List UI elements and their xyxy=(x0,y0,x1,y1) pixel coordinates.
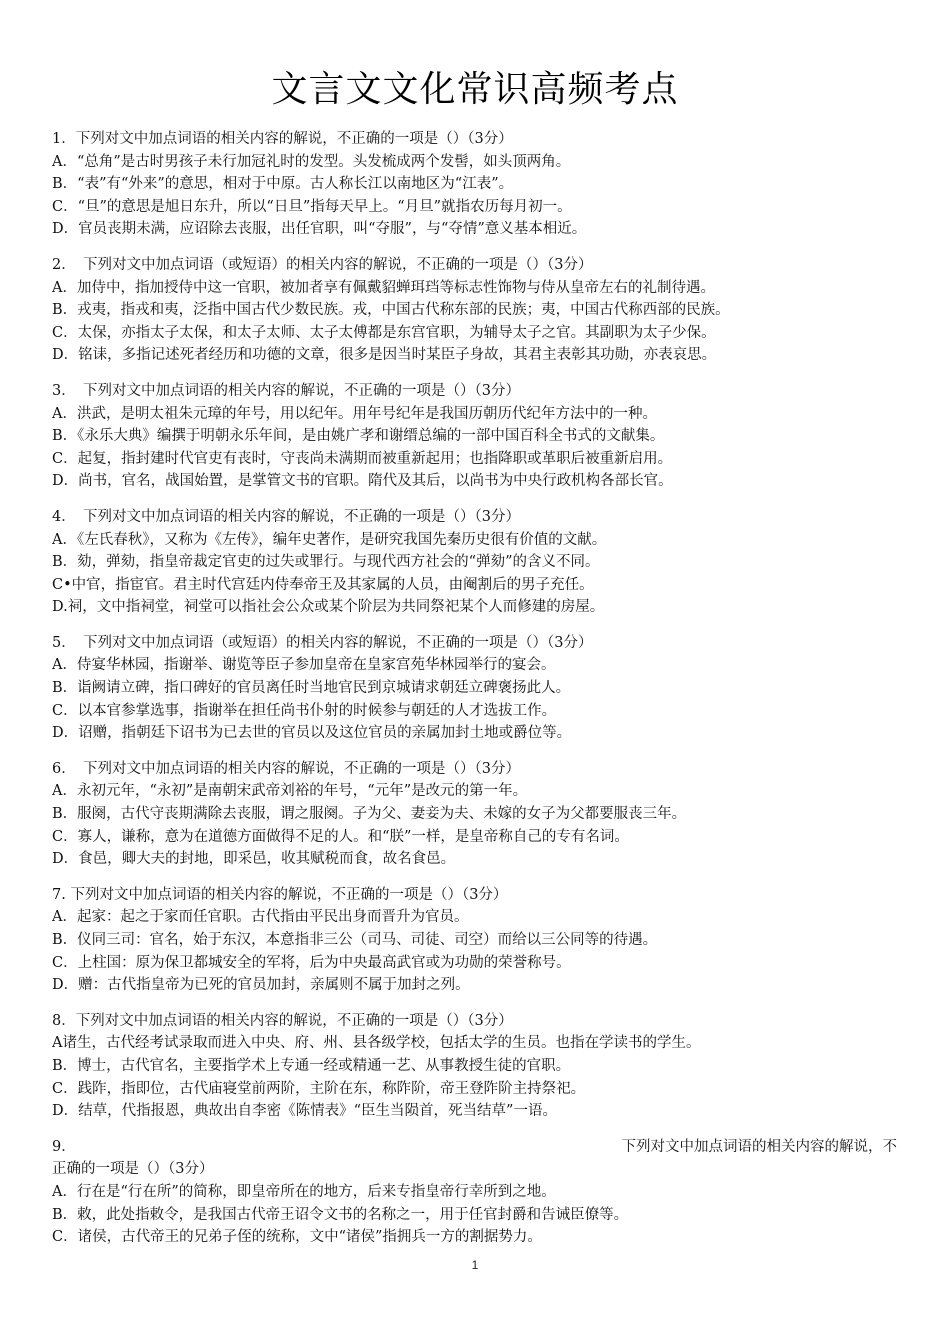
option-d: D．食邑，卿大夫的封地，即采邑，收其赋税而食，故名食邑。 xyxy=(52,851,456,868)
question-list xyxy=(52,128,897,1262)
question-stem: 6． 下列对文中加点词语的相关内容的解说，不正确的一项是（）（3分） xyxy=(52,760,520,777)
option-b: B．“表”有“外来”的意思，相对于中原。古人称长江以南地区为“江表”。 xyxy=(52,176,514,193)
option-d: D．铭诔，多指记述死者经历和功德的文章，很多是因当时某臣子身故，其君主表彰其功勋，亦表哀思。 xyxy=(52,347,717,364)
option-c: C．以本官参掌选事，指谢举在担任尚书仆射的时候参与朝廷的人才选拔工作。 xyxy=(52,702,557,719)
option-b: B．敕，此处指敕令，是我国古代帝王诏令文书的名称之一，用于任官封爵和告诫臣僚等。 xyxy=(52,1206,629,1223)
question-stem: 8．下列对文中加点词语的相关内容的解说，不正确的一项是（）（3分） xyxy=(52,1012,513,1029)
question-8 xyxy=(52,1010,897,1123)
option-a: A．洪武，是明太祖朱元璋的年号，用以纪年。用年号纪年是我国历朝历代纪年方法中的一种。 xyxy=(52,405,657,422)
question-2 xyxy=(52,254,897,367)
option-d: D．尚书，官名，战国始置，是掌管文书的官职。隋代及其后，以尚书为中央行政机构各部长官。 xyxy=(52,473,673,490)
option-a: A．“总角”是古时男孩子未行加冠礼时的发型。头发梳成两个发髻，如头顶两角。 xyxy=(52,153,571,170)
question-stem: 5． 下列对文中加点词语（或短语）的相关内容的解说，不正确的一项是（）（3分） xyxy=(52,634,593,651)
question-stem-text: 下列对文中加点词语的相关内容的解说，不 xyxy=(621,1138,897,1155)
option-c: C．践阼，指即位，古代庙寝堂前两阶，主阶在东，称阼阶，帝王登阼阶主持祭祀。 xyxy=(52,1080,586,1097)
question-7 xyxy=(52,884,897,997)
question-stem: 7. 下列对文中加点词语的相关内容的解说，不正确的一项是（）（3分） xyxy=(52,886,508,903)
question-stem xyxy=(52,1136,897,1159)
option-b: B．服阕，古代守丧期满除去丧服，谓之服阕。子为父、妻妾为夫、未嫁的女子为父都要服丧三年。 xyxy=(52,806,687,823)
page-number: 1 xyxy=(471,1258,479,1272)
option-c: C．寡人，谦称，意为在道德方面做得不足的人。和“朕”一样，是皇帝称自己的专有名词。 xyxy=(52,828,629,845)
option-d: D．诏赠，指朝廷下诏书为已去世的官员以及这位官员的亲属加封土地或爵位等。 xyxy=(52,725,572,742)
question-9 xyxy=(52,1136,897,1249)
question-stem-continuation: 正确的一项是（）（3分） xyxy=(52,1161,214,1178)
question-4 xyxy=(52,506,897,619)
question-stem: 1．下列对文中加点词语的相关内容的解说，不正确的一项是（）（3分） xyxy=(52,131,513,147)
option-b: B．劾，弹劾，指皇帝裁定官吏的过失或罪行。与现代西方社会的“弹劾”的含义不同。 xyxy=(52,554,600,571)
option-c: C．“旦”的意思是旭日东升，所以“日旦”指每天早上。“月旦”就指农历每月初一。 xyxy=(52,198,572,215)
option-c: C．上柱国：原为保卫都城安全的军将，后为中央最高武官或为功勋的荣誉称号。 xyxy=(52,954,571,971)
question-stem: 2． 下列对文中加点词语（或短语）的相关内容的解说，不正确的一项是（）（3分） xyxy=(52,256,593,273)
option-d: D．赠：古代指皇帝为已死的官员加封，亲属则不属于加封之列。 xyxy=(52,977,470,994)
option-d: D．官员丧期未满，应诏除去丧服，出任官职，叫“夺服”，与“夺情”意义基本相近。 xyxy=(52,221,587,238)
option-b: B．诣阙请立碑，指口碑好的官员离任时当地官民到京城请求朝廷立碑褒扬此人。 xyxy=(52,680,571,697)
option-a: A．侍宴华林园，指谢举、谢览等臣子参加皇帝在皇家宫苑华林园举行的宴会。 xyxy=(52,657,556,674)
question-6 xyxy=(52,758,897,871)
option-a: A．《左氏春秋》，又称为《左传》，编年史著作，是研究我国先秦历史很有价值的文献。 xyxy=(52,531,607,548)
option-a: A．行在是“行在所”的简称，即皇帝所在的地方，后来专指皇帝行幸所到之地。 xyxy=(52,1183,556,1200)
option-b: B．《永乐大典》编撰于明朝永乐年间，是由姚广孝和谢缙总编的一部中国百科全书式的文献集。 xyxy=(52,428,665,445)
option-a: A．永初元年，“永初”是南朝宋武帝刘裕的年号，“元年”是改元的第一年。 xyxy=(52,783,528,800)
option-b: B．戎夷，指戎和夷，泛指中国古代少数民族。戎，中国古代称东部的民族；夷，中国古代称西部的民族。 xyxy=(52,302,730,319)
option-a: A诸生，古代经考试录取而进入中央、府、州、县各级学校，包括太学的生员。也指在学读书的学生。 xyxy=(52,1035,701,1052)
option-a: A．加侍中，指加授侍中这一官职，被加者享有佩戴貂蝉珥珰等标志性饰物与侍从皇帝左右的礼制待遇。 xyxy=(52,279,715,296)
question-number: 9． xyxy=(52,1138,76,1155)
question-5 xyxy=(52,632,897,745)
option-a: A．起家：起之于家而任官职。古代指由平民出身而晋升为官员。 xyxy=(52,909,469,926)
question-stem: 3． 下列对文中加点词语的相关内容的解说，不正确的一项是（）（3分） xyxy=(52,382,520,399)
option-c: C．太保，亦指太子太保，和太子太师、太子太傅都是东宫官职，为辅导太子之官。其副职为太子少保。 xyxy=(52,324,716,341)
option-d: D.祠，文中指祠堂，祠堂可以指社会公众或某个阶层为共同祭祀某个人而修建的房屋。 xyxy=(52,599,605,616)
option-d: D．结草，代指报恩，典故出自李密《陈情表》“臣生当陨首，死当结草”一语。 xyxy=(52,1103,557,1120)
option-c: C．诸侯，古代帝王的兄弟子侄的统称，文中“诸侯”指拥兵一方的割据势力。 xyxy=(52,1229,542,1246)
question-3 xyxy=(52,380,897,493)
option-c: C．起复，指封建时代官吏有丧时，守丧尚未满期而被重新起用；也指降职或革职后被重新启用。 xyxy=(52,450,673,467)
question-stem: 4． 下列对文中加点词语的相关内容的解说，不正确的一项是（）（3分） xyxy=(52,508,520,525)
question-1 xyxy=(52,128,897,241)
document-title: 文言文文化常识高频考点 xyxy=(271,69,679,110)
option-c: C•中官，指宦官。君主时代宫廷内侍奉帝王及其家属的人员，由阉割后的男子充任。 xyxy=(52,576,594,593)
option-b: B．博士，古代官名，主要指学术上专通一经或精通一艺、从事教授生徒的官职。 xyxy=(52,1057,571,1074)
option-b: B．仪同三司：官名，始于东汉，本意指非三公（司马、司徒、司空）而给以三公同等的待遇。 xyxy=(52,932,658,948)
